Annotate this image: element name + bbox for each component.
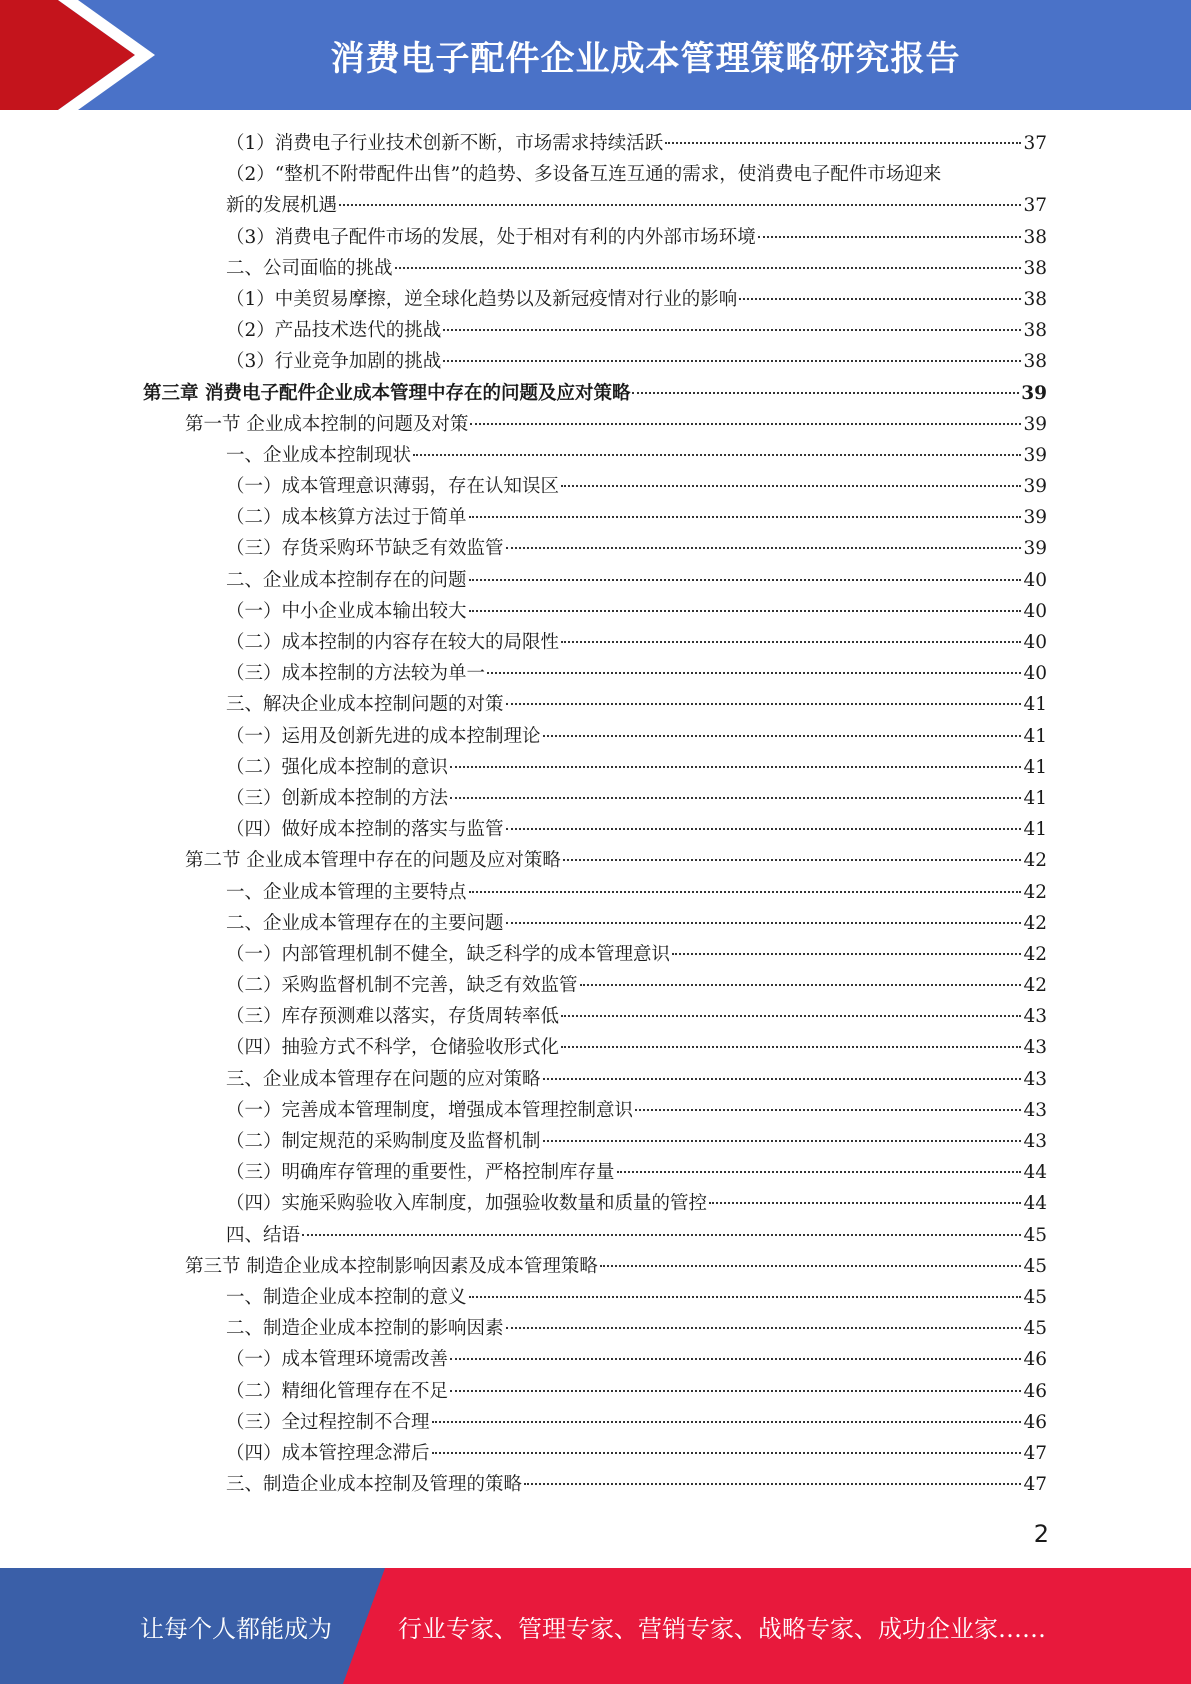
toc-entry[interactable]: [0, 502, 1191, 533]
toc-entry-page: 46: [1023, 1349, 1047, 1371]
toc-entry-line: [226, 658, 1047, 689]
toc-entry-line: [226, 752, 1047, 783]
toc-entry-page: 39: [1023, 476, 1047, 498]
toc-entry[interactable]: [0, 315, 1191, 346]
toc-dot-leader: [665, 142, 1021, 144]
toc-entry-line: [226, 877, 1047, 908]
toc-entry-title: （一）中小企业成本输出较大: [226, 600, 467, 622]
toc-entry[interactable]: [0, 284, 1191, 315]
toc-dot-leader: [469, 610, 1022, 612]
toc-entry-page: 42: [1023, 943, 1047, 965]
toc-dot-leader: [469, 579, 1022, 581]
toc-entry[interactable]: [0, 1376, 1191, 1407]
toc-entry-title: 二、制造企业成本控制的影响因素: [226, 1318, 504, 1340]
toc-dot-leader: [561, 1015, 1021, 1017]
toc-entry-page: 40: [1023, 569, 1047, 591]
toc-dot-leader: [395, 267, 1022, 269]
toc-entry[interactable]: [0, 908, 1191, 939]
toc-dot-leader: [635, 1109, 1021, 1111]
toc-entry[interactable]: [0, 721, 1191, 752]
toc-dot-leader: [450, 766, 1021, 768]
toc-entry-title: （四）成本管控理念滞后: [226, 1442, 430, 1464]
toc-entry-line: [226, 1064, 1047, 1095]
toc-dot-leader: [432, 1421, 1022, 1423]
toc-entry-page: 47: [1023, 1474, 1047, 1496]
toc-entry-line: [185, 409, 1047, 440]
toc-entry-title: （1）消费电子行业技术创新不断，市场需求持续活跃: [226, 133, 664, 154]
toc-entry-page: 40: [1023, 600, 1047, 622]
toc-entry[interactable]: [0, 1126, 1191, 1157]
toc-entry-line: [226, 471, 1047, 502]
toc-entry-line: [226, 939, 1047, 970]
toc-entry-line: [226, 565, 1047, 596]
header-banner: [0, 0, 1191, 110]
toc-entry-title: 第一节 企业成本控制的问题及对策: [185, 413, 469, 435]
toc-dot-leader: [443, 329, 1021, 331]
toc-dot-leader: [758, 236, 1022, 238]
toc-entry-line: [226, 1032, 1047, 1063]
toc-entry-line: [143, 378, 1047, 409]
toc-entry[interactable]: [0, 159, 1191, 190]
toc-entry-line: [226, 159, 941, 190]
toc-entry-line: [226, 1188, 1047, 1219]
toc-entry-title: （三）全过程控制不合理: [226, 1411, 430, 1433]
toc-entry[interactable]: [0, 1313, 1191, 1344]
toc-dot-leader: [561, 485, 1021, 487]
toc-entry-line: [226, 689, 1047, 720]
toc-entry-page: 45: [1023, 1318, 1047, 1340]
toc-entry[interactable]: [0, 346, 1191, 377]
toc-entry-title: 一、企业成本控制现状: [226, 444, 412, 466]
toc-entry-page: 39: [1023, 538, 1047, 560]
toc-entry-line: [226, 315, 1047, 346]
toc-entry-line: [226, 1438, 1047, 1469]
toc-entry-title: （三）创新成本控制的方法: [226, 787, 449, 809]
toc-entry-page: 44: [1023, 1162, 1047, 1184]
toc-entry[interactable]: [0, 783, 1191, 814]
toc-entry-title: 三、制造企业成本控制及管理的策略: [226, 1474, 523, 1496]
toc-entry-title: （一）成本管理意识薄弱，存在认知误区: [226, 476, 560, 498]
toc-entry-line: [226, 253, 1047, 284]
toc-entry-line: [185, 1251, 1047, 1282]
toc-entry-page: 39: [1023, 413, 1047, 435]
toc-entry-title: 四、结语: [226, 1224, 301, 1246]
toc-entry-title: （二）成本控制的内容存在较大的局限性: [226, 632, 560, 653]
toc-entry[interactable]: [0, 1001, 1191, 1032]
toc-dot-leader: [450, 1390, 1021, 1392]
toc-entry[interactable]: [0, 689, 1191, 720]
toc-dot-leader: [561, 641, 1021, 643]
toc-entry-line: [226, 1376, 1047, 1407]
toc-entry-page: 43: [1023, 1037, 1047, 1059]
toc-dot-leader: [339, 204, 1021, 206]
toc-dot-leader: [302, 1234, 1021, 1236]
toc-entry-title: （二）制定规范的采购制度及监督机制: [226, 1131, 541, 1152]
toc-entry-title: （一）运用及创新先进的成本控制理论: [226, 725, 541, 747]
toc-entry-page: 41: [1023, 787, 1047, 809]
toc-entry[interactable]: [0, 1220, 1191, 1251]
toc-entry-title: 一、制造企业成本控制的意义: [226, 1286, 467, 1308]
toc-entry-title: （三）明确库存管理的重要性，严格控制库存量: [226, 1162, 615, 1184]
toc-entry[interactable]: [0, 814, 1191, 845]
toc-dot-leader: [469, 891, 1022, 893]
toc-entry-line: [226, 1344, 1047, 1375]
toc-entry-page: 39: [1023, 444, 1047, 466]
toc-entry-page: 46: [1023, 1411, 1047, 1433]
toc-entry-page: 38: [1023, 226, 1047, 248]
toc-entry-line: [226, 502, 1047, 533]
toc-dot-leader: [450, 1358, 1021, 1360]
toc-entry-line: [226, 1095, 1047, 1126]
toc-dot-leader: [543, 1140, 1022, 1142]
toc-entry-page: 45: [1023, 1286, 1047, 1308]
toc-dot-leader: [600, 1265, 1022, 1267]
toc-dot-leader: [543, 735, 1022, 737]
toc-entry-line: [226, 783, 1047, 814]
toc-entry-title: 第三章 消费电子配件企业成本管理中存在的问题及应对策略: [143, 382, 631, 404]
toc-entry[interactable]: [0, 877, 1191, 908]
toc-entry-line: [226, 1001, 1047, 1032]
toc-entry-page: 38: [1023, 288, 1047, 310]
toc-entry-title: 二、企业成本控制存在的问题: [226, 569, 467, 591]
toc-entry-title: 第三节 制造企业成本控制影响因素及成本管理策略: [185, 1255, 598, 1277]
toc-entry[interactable]: [0, 1251, 1191, 1282]
toc-entry[interactable]: [0, 1469, 1191, 1500]
toc-dot-leader: [543, 1078, 1022, 1080]
toc-entry[interactable]: [0, 752, 1191, 783]
toc-entry-title: （一）成本管理环境需改善: [226, 1349, 449, 1371]
toc-entry-page: 44: [1023, 1193, 1047, 1215]
toc-entry-line: [226, 814, 1047, 845]
toc-dot-leader: [739, 298, 1021, 300]
toc-entry[interactable]: [0, 1282, 1191, 1313]
table-of-contents: [0, 128, 1191, 1500]
toc-entry[interactable]: [0, 409, 1191, 440]
toc-entry-line: [226, 627, 1047, 658]
toc-entry-line: [226, 908, 1047, 939]
document-title: 消费电子配件企业成本管理策略研究报告: [330, 38, 961, 79]
toc-dot-leader: [506, 1327, 1022, 1329]
toc-entry-title: 新的发展机遇: [226, 195, 338, 217]
toc-entry-page: 45: [1023, 1255, 1047, 1277]
toc-entry-page: 37: [1023, 133, 1047, 154]
toc-entry-title: 二、公司面临的挑战: [226, 257, 393, 279]
toc-entry-page: 40: [1023, 632, 1047, 653]
toc-entry-line: [226, 440, 1047, 471]
toc-entry-page: 42: [1023, 850, 1047, 872]
toc-dot-leader: [506, 547, 1022, 549]
toc-entry-title: （四）做好成本控制的落实与监管: [226, 819, 504, 841]
toc-entry-title: 第二节 企业成本管理中存在的问题及应对策略: [185, 850, 561, 872]
toc-entry-title: （二）采购监督机制不完善，缺乏有效监管: [226, 975, 578, 997]
toc-entry-line: [226, 128, 1047, 159]
toc-dot-leader: [709, 1202, 1021, 1204]
toc-entry-page: 38: [1023, 320, 1047, 342]
toc-dot-leader: [413, 454, 1021, 456]
toc-entry-title: （3）消费电子配件市场的发展，处于相对有利的内外部市场环境: [226, 226, 756, 248]
toc-entry-page: 41: [1023, 725, 1047, 747]
toc-dot-leader: [561, 1046, 1021, 1048]
toc-dot-leader: [487, 672, 1021, 674]
toc-entry-title: （二）成本核算方法过于简单: [226, 507, 467, 529]
footer-banner: [0, 1568, 1191, 1684]
toc-dot-leader: [580, 984, 1022, 986]
toc-entry-title: （三）存货采购环节缺乏有效监管: [226, 538, 504, 560]
toc-entry[interactable]: [0, 1344, 1191, 1375]
toc-entry[interactable]: [0, 222, 1191, 253]
toc-entry-page: 45: [1023, 1224, 1047, 1246]
toc-entry-page: 46: [1023, 1380, 1047, 1402]
toc-entry-line: [226, 1220, 1047, 1251]
toc-entry[interactable]: [0, 471, 1191, 502]
toc-entry-title: 一、企业成本管理的主要特点: [226, 881, 467, 903]
toc-entry-page: 42: [1023, 975, 1047, 997]
toc-entry-line: [226, 1407, 1047, 1438]
toc-entry[interactable]: [0, 1407, 1191, 1438]
toc-entry-title: （三）库存预测难以落实，存货周转率低: [226, 1006, 560, 1028]
toc-entry[interactable]: [0, 658, 1191, 689]
toc-entry-page: 43: [1023, 1006, 1047, 1028]
toc-entry-title: 三、企业成本管理存在问题的应对策略: [226, 1068, 541, 1090]
toc-entry-line: [185, 845, 1047, 876]
toc-entry-title: （一）内部管理机制不健全，缺乏科学的成本管理意识: [226, 943, 671, 965]
toc-dot-leader: [563, 859, 1022, 861]
toc-entry-page: 37: [1023, 195, 1047, 217]
toc-entry-line: [226, 222, 1047, 253]
toc-dot-leader: [469, 1296, 1022, 1298]
toc-entry[interactable]: [0, 1032, 1191, 1063]
toc-entry[interactable]: [0, 128, 1191, 159]
toc-entry-page: 43: [1023, 1068, 1047, 1090]
toc-entry-line: [226, 970, 1047, 1001]
toc-entry-page: 39: [1023, 507, 1047, 529]
toc-entry-page: 42: [1023, 912, 1047, 934]
footer-slogan-left: 让每个人都能成为: [140, 1614, 332, 1643]
toc-dot-leader: [506, 922, 1022, 924]
toc-entry[interactable]: [0, 970, 1191, 1001]
toc-entry[interactable]: [0, 1438, 1191, 1469]
toc-entry[interactable]: [0, 845, 1191, 876]
toc-dot-leader: [450, 797, 1021, 799]
toc-entry-page: 42: [1023, 881, 1047, 903]
toc-entry-page: 41: [1023, 756, 1047, 778]
toc-entry[interactable]: [0, 440, 1191, 471]
toc-entry-page: 40: [1023, 663, 1047, 685]
toc-entry-page: 39: [1021, 382, 1047, 404]
toc-dot-leader: [470, 423, 1021, 425]
toc-entry-page: 41: [1023, 819, 1047, 841]
footer-slogan-right: 行业专家、管理专家、营销专家、战略专家、成功企业家……: [398, 1614, 1046, 1643]
toc-entry-title: （三）成本控制的方法较为单一: [226, 663, 486, 685]
toc-dot-leader: [632, 392, 1019, 394]
toc-entry-line: [226, 721, 1047, 752]
toc-dot-leader: [506, 703, 1022, 705]
toc-entry-page: 43: [1023, 1099, 1047, 1121]
toc-entry-line: [226, 1157, 1047, 1188]
toc-entry-line: [226, 1469, 1047, 1500]
toc-entry-title: （3）行业竞争加剧的挑战: [226, 351, 442, 373]
toc-entry-line: [226, 596, 1047, 627]
toc-entry-title: （四）实施采购验收入库制度，加强验收数量和质量的管控: [226, 1193, 708, 1215]
toc-entry-title: （四）抽验方式不科学，仓储验收形式化: [226, 1037, 560, 1059]
toc-dot-leader: [617, 1171, 1022, 1173]
toc-entry[interactable]: [0, 565, 1191, 596]
toc-entry[interactable]: [0, 1095, 1191, 1126]
toc-entry[interactable]: [0, 627, 1191, 658]
toc-entry-page: 43: [1023, 1131, 1047, 1152]
toc-dot-leader: [432, 1452, 1022, 1454]
toc-entry[interactable]: [0, 1188, 1191, 1219]
toc-entry-page: 47: [1023, 1442, 1047, 1464]
toc-entry-line: [226, 346, 1047, 377]
toc-entry-line: [226, 190, 1047, 221]
toc-entry[interactable]: [0, 253, 1191, 284]
toc-entry[interactable]: [0, 1157, 1191, 1188]
toc-entry-title: （一）完善成本管理制度，增强成本管理控制意识: [226, 1099, 634, 1121]
toc-entry-line: [226, 1313, 1047, 1344]
toc-entry-title: 二、企业成本管理存在的主要问题: [226, 912, 504, 934]
toc-entry-title: （二）精细化管理存在不足: [226, 1380, 449, 1402]
toc-entry[interactable]: [0, 596, 1191, 627]
toc-entry[interactable]: [0, 190, 1191, 221]
toc-entry-page: 38: [1023, 257, 1047, 279]
toc-dot-leader: [506, 828, 1022, 830]
toc-entry-line: [226, 533, 1047, 564]
toc-entry-page: 41: [1023, 694, 1047, 716]
toc-entry[interactable]: [0, 378, 1191, 409]
toc-entry[interactable]: [0, 533, 1191, 564]
toc-entry-title: （2）“整机不附带配件出售”的趋势、多设备互连互通的需求，使消费电子配件市场迎来: [226, 164, 942, 186]
toc-entry-page: 38: [1023, 351, 1047, 373]
toc-dot-leader: [672, 953, 1021, 955]
toc-dot-leader: [524, 1483, 1021, 1485]
toc-entry[interactable]: [0, 939, 1191, 970]
toc-entry-title: 三、解决企业成本控制问题的对策: [226, 694, 504, 716]
toc-entry-title: （二）强化成本控制的意识: [226, 756, 449, 778]
toc-entry[interactable]: [0, 1064, 1191, 1095]
page-number: 2: [1033, 1520, 1049, 1548]
toc-entry-line: [226, 1282, 1047, 1313]
toc-entry-line: [226, 284, 1047, 315]
toc-entry-title: （1）中美贸易摩擦，逆全球化趋势以及新冠疫情对行业的影响: [226, 288, 738, 310]
toc-entry-line: [226, 1126, 1047, 1157]
toc-entry-title: （2）产品技术迭代的挑战: [226, 320, 442, 342]
toc-dot-leader: [443, 360, 1021, 362]
toc-dot-leader: [469, 516, 1022, 518]
